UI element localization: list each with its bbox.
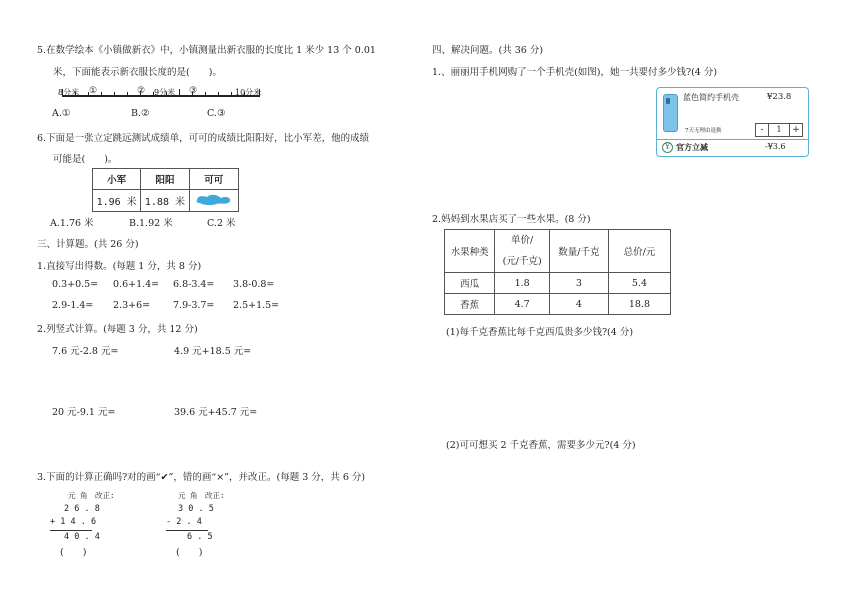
ruler-mark-3: ③ [189,86,198,96]
vertical-calc-item: 4.9 元+18.5 元= [174,346,252,357]
section4-title: 四、解决问题。(共 36 分) [432,45,544,56]
discount-value: -¥3.6 [765,142,786,151]
ink-blot-icon [194,191,234,207]
header-total: 总价/元 [608,230,670,273]
header-keke: 可可 [189,169,238,190]
table-cell: 香蕉 [445,294,495,315]
calc1-operand: + 1 4 . 6 [50,517,97,527]
return-policy: 7天无理由退换 [685,128,722,134]
product-name: 蓝色简约手机壳 [683,93,739,102]
discount-label: 官方立减 [676,142,708,152]
calc2-rule [166,530,208,531]
q6-line1: 6.下面是一张立定跳远测试成绩单，可可的成绩比阳阳好，比小军差，他的成绩 [37,133,370,144]
coupon-icon: ¥ [662,142,673,153]
calc-item: 0.6+1.4= [113,279,160,290]
score-keke [189,190,238,212]
calc-item: 2.5+1.5= [233,300,280,311]
calc2-answer-paren: ( ) [176,547,203,558]
header-xiaojun: 小军 [93,169,141,190]
calc1-rule [50,530,92,531]
q5-option-b: B.② [131,108,150,119]
s4-q1-text: 1.、丽丽用手机网购了一个手机壳(如图)，她一共要付多少钱?(4 分) [432,67,718,78]
q5-line1: 5.在数学绘本《小镇做新衣》中，小镇测量出新衣服的长度比 1 米少 13 个 0.01 [37,45,376,56]
q6-option-a: A.1.76 米 [50,218,94,229]
qty-plus-button[interactable]: + [789,124,802,136]
q6-option-c: C.2 米 [207,218,236,229]
vertical-calc-item: 7.6 元-2.8 元= [52,346,119,357]
calc-item: 6.8-3.4= [173,279,215,290]
qty-minus-button[interactable]: - [756,124,769,136]
ruler-mark-1: ① [89,86,98,96]
ruler-label-10dm: 10分米 [235,88,262,97]
qty-value: 1 [776,125,782,134]
q5-line2: 米，下面能表示新衣服长度的是( )。 [53,67,222,78]
header-yangyang: 阳阳 [141,169,189,190]
vertical-calc-item: 39.6 元+45.7 元= [174,407,258,418]
score-xiaojun: 1.96 米 [93,190,141,212]
section3-title: 三、计算题。(共 26 分) [37,239,139,250]
table-cell: 18.8 [608,294,670,315]
calc2-operand: - 2 . 4 [166,517,202,527]
vertical-calc-item: 20 元-9.1 元= [52,407,116,418]
q6-line2: 可能是( )。 [53,154,118,165]
q5-option-a: A.① [52,108,71,119]
calc1-top: 2 6 . 8 [64,504,100,514]
header-quantity: 数量/千克 [549,230,608,273]
unit-price-label: 单价/ [511,235,534,246]
calc-item: 2.9-1.4= [52,300,94,311]
calc2-header: 元 角 改正: [178,491,225,500]
calc-item: 0.3+0.5= [52,279,99,290]
header-unit-price [495,230,550,273]
s3-q1-title: 1.直接写出得数。(每题 1 分，共 8 分) [37,261,202,272]
table-cell: 西瓜 [445,273,495,294]
s4-q2-sub2: (2)可可想买 2 千克香蕉，需要多少元?(4 分) [446,440,636,451]
unit-price-unit: (元/千克) [502,256,542,267]
ruler-mark-2: ② [137,86,146,96]
ruler-label-8dm: 8分米 [58,88,80,97]
calc-item: 2.3+6= [113,300,151,311]
q5-option-c: C.③ [207,108,226,119]
header-fruit-type: 水果种类 [445,230,495,273]
table-cell: 4 [549,294,608,315]
q6-option-b: B.1.92 米 [129,218,173,229]
phone-case-icon [663,94,678,132]
score-yangyang: 1.88 米 [141,190,189,212]
ruler-label-9dm: 9分米 [154,88,176,97]
product-card [656,87,809,157]
calc-item: 7.9-3.7= [173,300,215,311]
calc-item: 3.8-0.8= [233,279,275,290]
fruit-price-table [444,229,671,315]
calc1-header: 元 角 改正: [68,491,115,500]
s3-q3-title: 3.下面的计算正确吗?对的画“✔”，错的画“×”，并改正。(每题 3 分，共 6 分) [37,472,366,483]
table-cell: 5.4 [608,273,670,294]
table-cell: 4.7 [495,294,550,315]
table-cell: 3 [549,273,608,294]
s4-q2-sub1: (1)每千克香蕉比每千克西瓜贵多少钱?(4 分) [446,327,634,338]
jump-score-table [92,168,239,212]
calc2-top: 3 0 . 5 [178,504,214,514]
calc2-result: 6 . 5 [187,532,213,542]
s4-q2-text: 2.妈妈到水果店买了一些水果。(8 分) [432,214,591,225]
quantity-stepper[interactable] [755,123,803,137]
s3-q2-title: 2.列竖式计算。(每题 3 分，共 12 分) [37,324,198,335]
product-price: ¥23.8 [767,92,792,102]
calc1-answer-paren: ( ) [60,547,87,558]
calc1-result: 4 0 . 4 [64,532,100,542]
table-cell: 1.8 [495,273,550,294]
